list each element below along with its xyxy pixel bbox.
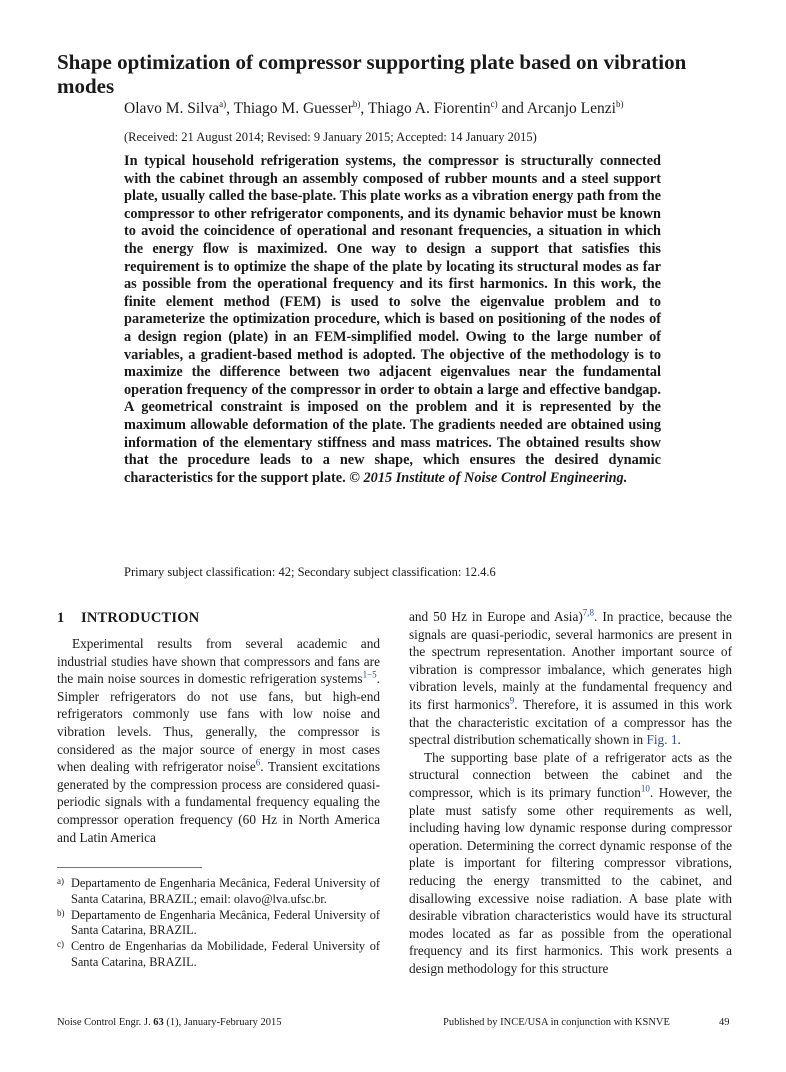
submission-dates: (Received: 21 August 2014; Revised: 9 January 2015; Accepted: 14 January 2015) bbox=[124, 130, 537, 144]
footnotes bbox=[57, 876, 380, 971]
abstract-text: In typical household refrigeration systems, the compressor is structurally connected with the cabinet through an assembly composed of rubber mounts and a steel support plate, usually called the base-plate. This plate works as a vibration energy path from the compressor to other refrigerator components, and its dynamic behavior must be known to avoid the coincidence of operational and resonant frequencies, a situation in which the energy flow is maximized. One way to design a support that satisfies this requirement is to optimize the shape of the plate by locating its structural modes as far as possible from the operational frequency and its first harmonics. In this work, the finite element method (FEM) is used to solve the eigenvalue problem and to parameterize the optimization procedure, which is based on positioning of the nodes of a design region (plate) in an FEM-simplified model. Owing to the large number of variables, a gradient-based method is adopted. The objective of the methodology is to maximize the difference between two adjacent eigenvalues near the fundamental operation frequency of the compressor in order to obtain a large and effective bandgap. A geometrical constraint is imposed on the problem and it is represented by the maximum allowable deformation of the plate. The gradients needed are obtained using information of the elementary stiffness and mass matrices. The obtained results show that the procedure leads to a new shape, which ensures the desired dynamic characteristics for the support plate. bbox=[124, 153, 661, 486]
intro-paragraph-1-continued bbox=[409, 608, 732, 749]
footnote-text: Centro de Engenharias da Mobilidade, Federal University of Santa Catarina, BRAZIL. bbox=[71, 939, 380, 969]
footnote bbox=[57, 939, 380, 971]
section-heading bbox=[57, 609, 380, 627]
footnote bbox=[57, 908, 380, 940]
author-separator: , bbox=[360, 100, 368, 117]
copyright-notice: © 2015 Institute of Noise Control Engineering. bbox=[349, 469, 628, 486]
affiliation-mark: b) bbox=[615, 98, 624, 109]
citation-link[interactable]: 1−5 bbox=[362, 669, 377, 680]
section-number: 1 bbox=[57, 610, 65, 626]
footnote-rule bbox=[57, 867, 202, 868]
affiliation-mark: a) bbox=[219, 98, 227, 109]
right-column bbox=[409, 608, 732, 977]
body-text: . Simpler refrigerators do not use fans, but high-end refrigerators commonly use fans with low noise and vibration levels. Thus, generally, the compressor is considered as the major source of energy in most cases when dealing with refrigerator noise bbox=[57, 671, 380, 775]
footer-publisher: Published by INCE/USA in conjunction with KSNVE bbox=[443, 1017, 670, 1028]
author-name: Thiago A. Fiorentin bbox=[367, 100, 491, 117]
section-title: INTRODUCTION bbox=[81, 610, 200, 626]
figure-link[interactable]: Fig. 1 bbox=[646, 732, 678, 748]
footnote-mark: c) bbox=[57, 939, 64, 950]
body-text: and 50 Hz in Europe and Asia) bbox=[409, 609, 583, 624]
intro-paragraph-2 bbox=[409, 749, 732, 978]
footnote-mark: a) bbox=[57, 876, 64, 886]
citation-link[interactable]: 10 bbox=[640, 783, 650, 794]
author-list bbox=[124, 100, 684, 118]
footer-volume: 63 bbox=[153, 1017, 164, 1028]
body-text: . However, the plate must satisfy some other requirements as well, including having low dynamic response during compressor operation. Determining the correct dynamic response of the plate is important for filtering compressor vibrations, reducing the energy transmitted to the cabinet, and disallowing excessive noise radiation. A base plate with desirable vibration characteristics would have its structural modes located as far as possible from the operational frequency and its first harmonics. This work presents a design methodology for this structure bbox=[409, 784, 732, 976]
footnote-text: Departamento de Engenharia Mecânica, Federal University of Santa Catarina, BRAZIL. bbox=[71, 907, 380, 938]
body-text: Experimental results from several academic and industrial studies have shown that compressors and fans are the main noise sources in domestic refrigeration systems bbox=[57, 636, 380, 687]
left-column bbox=[57, 609, 380, 846]
citation-link[interactable]: 6 bbox=[255, 757, 261, 768]
body-text: . bbox=[677, 732, 681, 748]
citation-link[interactable]: 7,8 bbox=[582, 607, 595, 618]
footer-journal-name: Noise Control Engr. J. bbox=[57, 1017, 154, 1028]
footnote bbox=[57, 876, 380, 908]
body-text: The supporting base plate of a refrigerator acts as the structural connection between the cabinet and the compressor, which is its primary function bbox=[409, 749, 732, 800]
body-text: . Therefore, it is assumed in this work that the characteristic excitation of a compressor has the spectral distribution schematically shown in bbox=[409, 696, 732, 748]
citation-link[interactable]: 9 bbox=[509, 695, 515, 706]
body-text: . In practice, because the signals are quasi-periodic, several harmonics are present in the spectrum representation. Another important source of vibration is compressor imbalance, which generates high vibration levels, mainly at the fundamental frequency and its first harmonics bbox=[409, 609, 732, 712]
footer-journal bbox=[57, 1016, 282, 1029]
footnote-mark: b) bbox=[57, 907, 65, 918]
body-text: . Transient excitations generated by the compression process are considered quasi-periodic signals with a fundamental frequency equaling the compressor operation frequency (60 Hz in North America and Latin America bbox=[57, 759, 380, 845]
footer-issue: (1), January-February 2015 bbox=[163, 1017, 282, 1028]
author-name: Thiago M. Guesser bbox=[233, 100, 353, 117]
author-name: Arcanjo Lenzi bbox=[526, 100, 616, 117]
footnote-text: Departamento de Engenharia Mecânica, Federal University of Santa Catarina, BRAZIL; email: olavo@lva.ufsc.br. bbox=[71, 876, 380, 906]
author-separator: , bbox=[226, 100, 234, 117]
paper-title: Shape optimization of compressor supporting plate based on vibration modes bbox=[57, 50, 687, 98]
intro-paragraph-1 bbox=[57, 635, 380, 846]
page-number: 49 bbox=[719, 1017, 730, 1028]
subject-classification: Primary subject classification: 42; Secondary subject classification: 12.4.6 bbox=[124, 565, 496, 579]
author-separator: and bbox=[497, 100, 527, 117]
abstract bbox=[124, 153, 661, 487]
affiliation-mark: b) bbox=[352, 98, 361, 109]
author-name: Olavo M. Silva bbox=[124, 100, 220, 117]
affiliation-mark: c) bbox=[490, 98, 498, 109]
